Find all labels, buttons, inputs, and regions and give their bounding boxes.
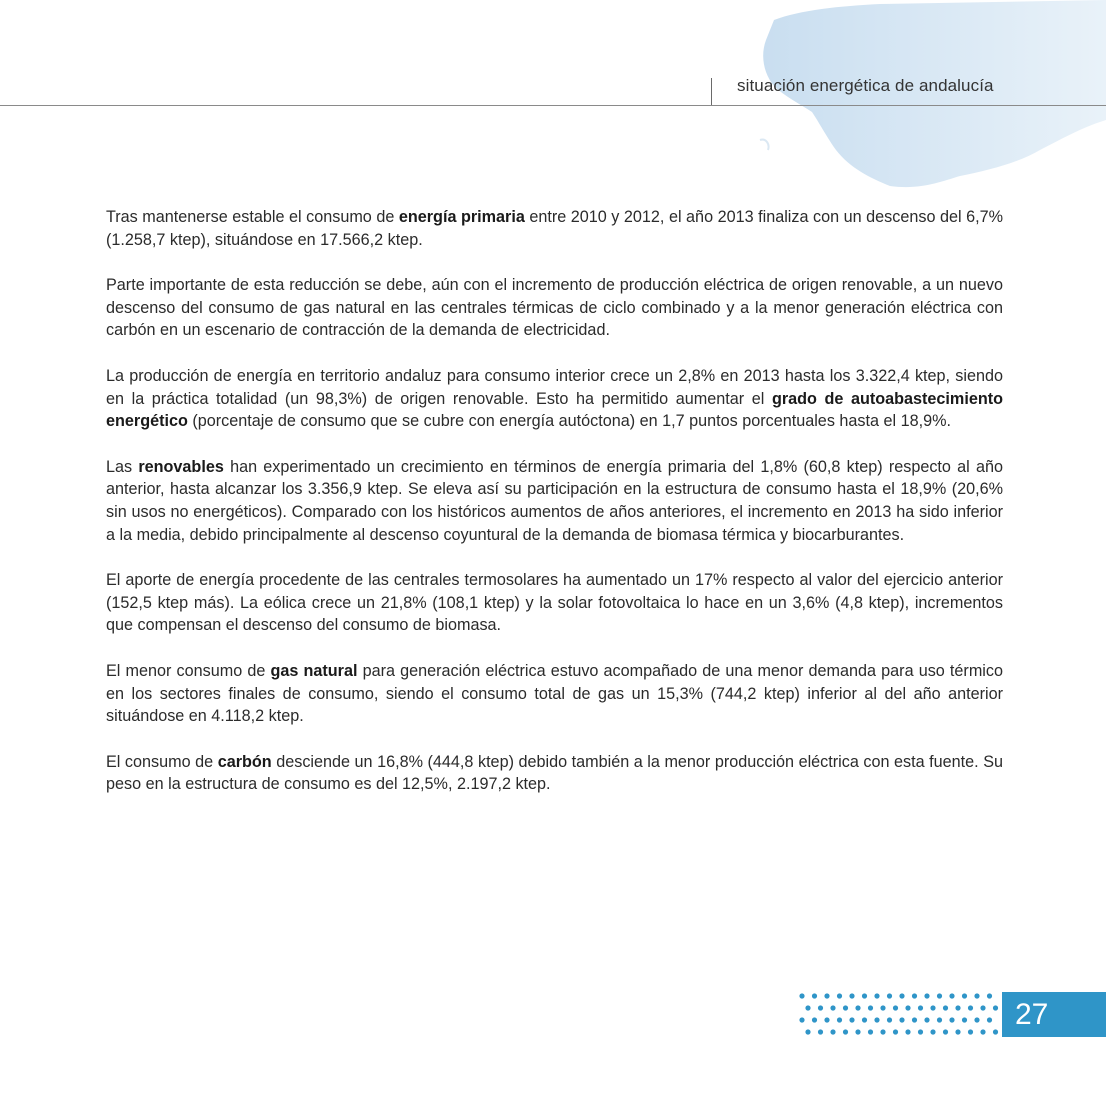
decor-dot	[830, 1029, 835, 1034]
decor-dot	[937, 993, 942, 998]
paragraph	[106, 456, 1003, 546]
decor-dot	[937, 1017, 942, 1022]
bold-term: gas natural	[270, 661, 358, 680]
decor-dot	[943, 1005, 948, 1010]
decor-dot	[837, 993, 842, 998]
decor-dot	[924, 1017, 929, 1022]
bold-term: renovables	[138, 457, 224, 476]
text-segment: El menor consumo de	[106, 661, 271, 680]
decor-dot	[812, 993, 817, 998]
text-segment: Tras mantenerse estable el consumo de	[106, 208, 399, 226]
decor-dot	[893, 1005, 898, 1010]
text-segment: El consumo de	[106, 752, 218, 771]
decor-dot	[974, 1017, 979, 1022]
paragraph	[106, 751, 1003, 796]
decor-dot	[837, 1017, 842, 1022]
decor-dot	[824, 1017, 829, 1022]
decor-dot	[880, 1005, 885, 1010]
decor-dot	[805, 1029, 810, 1034]
decor-dot	[955, 1029, 960, 1034]
decor-dot	[843, 1005, 848, 1010]
andalucia-map-decoration	[740, 0, 1106, 200]
paragraph	[106, 569, 1003, 637]
decor-dot	[799, 993, 804, 998]
decor-dot	[949, 993, 954, 998]
decor-dot	[868, 1029, 873, 1034]
text-segment: Las	[106, 457, 139, 476]
paragraph	[106, 660, 1003, 728]
page-number: 27	[1002, 992, 1106, 1037]
decor-dot	[993, 1029, 998, 1034]
text-segment: desciende un 16,8% (444,8 ktep) debido también a la menor producción eléctrica con esta fuente. Su peso en la estructura de consumo es del 12,5%, 2.197,2 ktep.	[106, 752, 1004, 794]
bold-term: energía primaria	[398, 208, 525, 226]
decor-dot	[968, 1005, 973, 1010]
decor-dot	[862, 1017, 867, 1022]
decor-dot	[893, 1029, 898, 1034]
decor-dot	[955, 1005, 960, 1010]
decor-dot	[987, 1017, 992, 1022]
text-segment: (porcentaje de consumo que se cubre con energía autóctona) en 1,7 puntos porcentuales hasta el 18,9%.	[187, 412, 951, 431]
decor-dot	[912, 993, 917, 998]
decor-dot	[824, 993, 829, 998]
bold-term: grado de autoabastecimiento energético	[106, 389, 1003, 431]
decor-dot	[818, 1029, 823, 1034]
decor-dot	[812, 1017, 817, 1022]
body-text	[106, 206, 1003, 819]
decor-dot	[987, 993, 992, 998]
decor-dot	[993, 1005, 998, 1010]
dot-pattern-decoration	[796, 992, 1006, 1038]
header-rule	[0, 105, 1106, 106]
text-segment: La producción de energía en territorio andaluz para consumo interior crece un 2,8% en 2013 hasta los 3.322,4 ktep, siendo en la práctica totalidad (un 98,3%) de origen renovable. Esto ha permitido aumentar el	[106, 366, 1003, 408]
decor-dot	[880, 1029, 885, 1034]
decor-dot	[849, 993, 854, 998]
decor-dot	[874, 993, 879, 998]
text-segment: entre 2010 y 2012, el año 2013 finaliza con un descenso del 6,7% (1.258,7 ktep), situándose en 17.566,2 ktep.	[106, 208, 1003, 249]
decor-dot	[805, 1005, 810, 1010]
text-segment: para generación eléctrica estuvo acompañado de una menor demanda para uso térmico en los sectores finales de consumo, siendo el consumo total de gas un 15,3% (744,2 ktep) inferior al del año anterior situándose en 4.118,2 ktep.	[106, 661, 1003, 726]
decor-dot	[962, 993, 967, 998]
bold-term: carbón	[217, 752, 272, 771]
decor-dot	[918, 1029, 923, 1034]
header-divider-tick	[711, 78, 712, 105]
paragraph	[106, 206, 1003, 251]
text-segment: han experimentado un crecimiento en términos de energía primaria del 1,8% (60,8 ktep) respecto al año anterior, hasta alcanzar los 3.356,9 ktep. Se eleva así su participación en la estructura de consumo hasta el 18,9% (20,6% sin usos no energéticos). Comparado con los históricos aumentos de años anteriores, el incremento en 2013 ha sido inferior a la media, debido principalmente al descenso coyuntural de la demanda de biomasa térmica y biocarburantes.	[106, 457, 1003, 544]
decor-dot	[930, 1029, 935, 1034]
decor-dot	[962, 1017, 967, 1022]
decor-dot	[799, 1017, 804, 1022]
text-segment: El aporte de energía procedente de las centrales termosolares ha aumentado un 17% respecto al valor del ejercicio anterior (152,5 ktep más). La eólica crece un 21,8% (108,1 ktep) y la solar fotovoltaica lo hace en un 3,6% (4,8 ktep), incrementos que compensan el descenso del consumo de biomasa.	[106, 571, 1003, 635]
decor-dot	[855, 1005, 860, 1010]
decor-dot	[899, 993, 904, 998]
text-segment: Parte importante de esta reducción se debe, aún con el incremento de producción eléctrica de origen renovable, a un nuevo descenso del consumo de gas natural en las centrales térmicas de ciclo combinado y a la menor generación eléctrica con carbón en un escenario de contracción de la demanda de electricidad.	[106, 276, 1003, 340]
paragraph	[106, 365, 1003, 433]
decor-dot	[843, 1029, 848, 1034]
decor-dot	[868, 1005, 873, 1010]
decor-dot	[830, 1005, 835, 1010]
decor-dot	[887, 993, 892, 998]
decor-dot	[862, 993, 867, 998]
decor-dot	[849, 1017, 854, 1022]
decor-dot	[874, 1017, 879, 1022]
decor-dot	[918, 1005, 923, 1010]
decor-dot	[899, 1017, 904, 1022]
decor-dot	[924, 993, 929, 998]
decor-dot	[887, 1017, 892, 1022]
decor-dot	[855, 1029, 860, 1034]
decor-dot	[943, 1029, 948, 1034]
decor-dot	[818, 1005, 823, 1010]
section-title: situación energética de andalucía	[737, 76, 994, 95]
decor-dot	[930, 1005, 935, 1010]
decor-dot	[974, 993, 979, 998]
decor-dot	[980, 1029, 985, 1034]
decor-dot	[949, 1017, 954, 1022]
decor-dot	[980, 1005, 985, 1010]
decor-dot	[968, 1029, 973, 1034]
paragraph	[106, 274, 1003, 342]
decor-dot	[912, 1017, 917, 1022]
decor-dot	[905, 1029, 910, 1034]
decor-dot	[905, 1005, 910, 1010]
